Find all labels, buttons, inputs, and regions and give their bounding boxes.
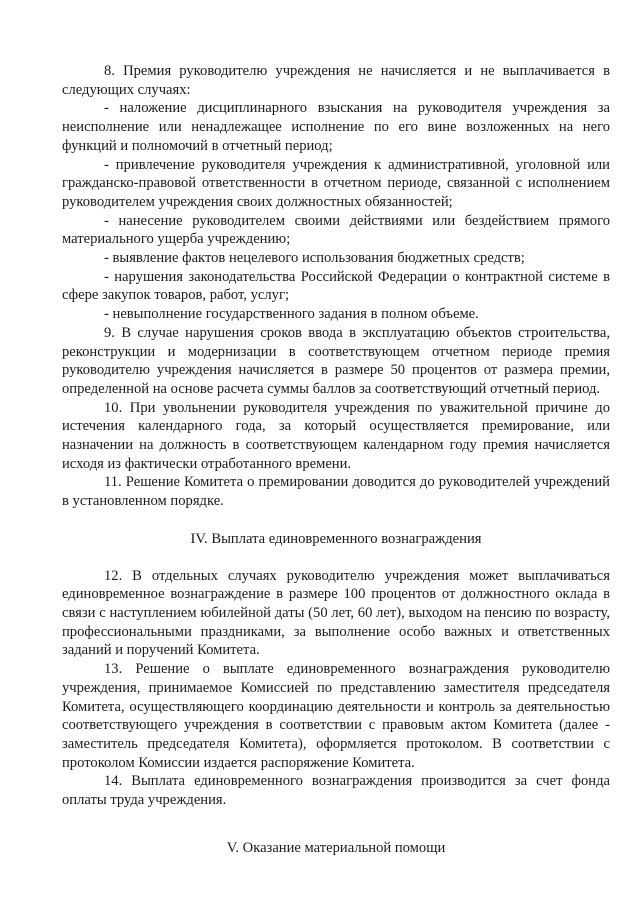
- list-item: - невыполнение государственного задания в полном объеме.: [104, 306, 479, 323]
- list-item: - наложение дисциплинарного взыскания на руководителя учреждения за неисполнение или ненадлежащее исполнение по его вине возложенных на него функций и полномочий в отчетный период;: [62, 100, 610, 154]
- paragraph-12: 12. В отдельных случаях руководителю учреждения может выплачиваться единовременное вознаграждение в размере 100 процентов от должностного оклада в связи с наступлением юбилейной даты (50 лет, 60 лет), выходом на пенсию по возрасту, профессиональными праздниками, за выполнение особо важных и ответственных заданий и поручений Комитета.: [62, 567, 610, 659]
- paragraph-8: 8. Премия руководителю учреждения не начисляется и не выплачивается в следующих случаях:: [62, 63, 610, 98]
- list-item: - нарушения законодательства Российской Федерации о контрактной системе в сфере закупок товаров, работ, услуг;: [62, 268, 610, 304]
- paragraph-9: 9. В случае нарушения сроков ввода в эксплуатацию объектов строительства, реконструкции и модернизации в соответствующем отчетном периоде премия руководителю учреждения начисляется в размере 50 процентов от размера премии, определенной на основе расчета суммы баллов за соответствующий отчетный период.: [62, 324, 610, 397]
- paragraph-10: 10. При увольнении руководителя учреждения по уважительной причине до истечения календарного года, за который осуществляется премирование, или назначении на должность в соответствующем календарном году премия начисляется исходя из фактически отработанного времени.: [62, 399, 610, 472]
- list-item: - привлечение руководителя учреждения к административной, уголовной или гражданско-правовой ответственности в отчетном периоде, связанной с исполнением руководителем учреждения своих должностных обязанностей;: [62, 156, 610, 210]
- list-item: - нанесение руководителем своими действиями или бездействием прямого материального ущерба учреждению;: [62, 212, 610, 248]
- document-page: [62, 62, 610, 857]
- list-item: - выявление фактов нецелевого использования бюджетных средств;: [104, 250, 525, 267]
- paragraph-14: 14. Выплата единовременного вознаграждения производится за счет фонда оплаты труда учреждения.: [62, 773, 610, 809]
- paragraph-11: 11. Решение Комитета о премировании доводится до руководителей учреждений в установленном порядке.: [62, 474, 610, 510]
- section-v-heading: V. Оказание материальной помощи: [226, 839, 446, 856]
- section-iv-heading: IV. Выплата единовременного вознаграждения: [190, 530, 482, 547]
- paragraph-13: 13. Решение о выплате единовременного вознаграждения руководителю учреждения, принимаемое Комиссией по представлению заместителя председателя Комитета, осуществляющего координацию деятельности и контроль за деятельностью соответствующего учреждения в соответствии с правовым актом Комитета (далее - заместитель председателя Комитета), оформляется протоколом. В соответствии с протоколом Комиссии издается распоряжение Комитета.: [62, 661, 610, 771]
